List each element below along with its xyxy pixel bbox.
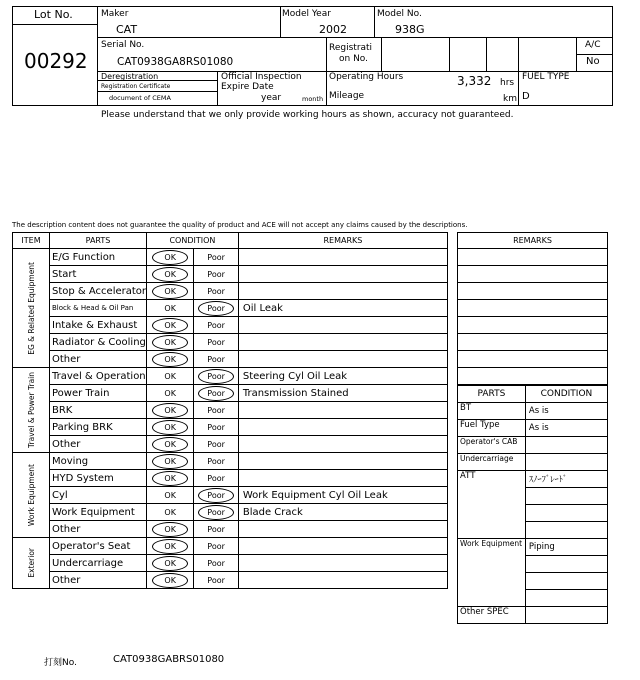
- model-year-value: 2002: [319, 23, 347, 36]
- ok-cell: [147, 555, 194, 572]
- table-row: [13, 453, 448, 470]
- maker-label: Maker: [101, 9, 129, 19]
- registration-label-2: on No.: [339, 54, 369, 64]
- ok-selected-mark: OK: [152, 267, 188, 282]
- poor-cell: [194, 283, 239, 300]
- poor-cell: [194, 249, 239, 266]
- part-name: Other: [50, 521, 147, 538]
- table-row: [13, 504, 448, 521]
- ok-cell: [147, 521, 194, 538]
- table-row: [13, 419, 448, 436]
- remark-cell: [238, 283, 447, 300]
- ok-cell: [147, 470, 194, 487]
- remarks-line: [458, 266, 608, 283]
- table-row: [13, 317, 448, 334]
- parts-row: [458, 420, 608, 437]
- parts-condition: ｽﾉｰﾌﾞﾚｰﾄﾞ: [525, 471, 607, 488]
- table-row: [13, 249, 448, 266]
- table-row: [13, 487, 448, 504]
- poor-option: Poor: [207, 575, 225, 585]
- table-row: [13, 436, 448, 453]
- model-no-label: Model No.: [377, 9, 422, 19]
- parts-name: Operator's CAB: [458, 437, 526, 454]
- ok-selected-mark: OK: [152, 556, 188, 571]
- part-name: Undercarriage: [50, 555, 147, 572]
- remark-cell: [238, 521, 447, 538]
- parts-row: [458, 454, 608, 471]
- poor-cell: [194, 351, 239, 368]
- ok-option: OK: [164, 507, 176, 517]
- remark-cell: [238, 453, 447, 470]
- inspection-label-2: Expire Date: [221, 82, 274, 92]
- poor-option: Poor: [207, 252, 225, 262]
- poor-cell: [194, 555, 239, 572]
- table-row: [13, 470, 448, 487]
- parts-row: [458, 539, 608, 556]
- parts-name: ATT: [458, 471, 526, 539]
- poor-option: Poor: [207, 558, 225, 568]
- ok-cell: [147, 334, 194, 351]
- poor-option: Poor: [207, 337, 225, 347]
- parts-condition: [525, 505, 607, 522]
- part-name: BRK: [50, 402, 147, 419]
- part-name: Intake & Exhaust: [50, 317, 147, 334]
- ok-selected-mark: OK: [152, 437, 188, 452]
- poor-cell: [194, 538, 239, 555]
- item-group-cell: [13, 249, 50, 368]
- ok-option: OK: [164, 490, 176, 500]
- col-remarks: REMARKS: [238, 233, 447, 249]
- item-group-cell: [13, 453, 50, 538]
- part-name: HYD System: [50, 470, 147, 487]
- item-group-cell: [13, 538, 50, 589]
- poor-option: Poor: [207, 405, 225, 415]
- model-year-label: Model Year: [282, 9, 331, 19]
- ok-option: OK: [164, 371, 176, 381]
- ok-selected-mark: OK: [152, 250, 188, 265]
- part-name: Cyl: [50, 487, 147, 504]
- remark-cell: [238, 317, 447, 334]
- ok-cell: [147, 419, 194, 436]
- lot-label: Lot No.: [34, 8, 73, 21]
- poor-cell: [194, 436, 239, 453]
- ok-cell: [147, 538, 194, 555]
- poor-cell: [194, 504, 239, 521]
- parts-name: Other SPEC: [458, 607, 526, 624]
- km-unit: km: [503, 94, 517, 104]
- ok-selected-mark: OK: [152, 471, 188, 486]
- parts-row: [458, 607, 608, 624]
- lot-box: [13, 7, 98, 105]
- remark-cell: Work Equipment Cyl Oil Leak: [238, 487, 447, 504]
- parts-row: [458, 403, 608, 420]
- ok-cell: [147, 572, 194, 589]
- remark-cell: [238, 555, 447, 572]
- mileage-label: Mileage: [329, 91, 365, 101]
- parts-name: BT: [458, 403, 526, 420]
- ok-selected-mark: OK: [152, 335, 188, 350]
- parts-condition: [525, 573, 607, 590]
- remark-cell: [238, 419, 447, 436]
- parts-condition: As is: [525, 420, 607, 437]
- remark-cell: Blade Crack: [238, 504, 447, 521]
- remark-cell: Transmission Stained: [238, 385, 447, 402]
- registration-certificate-label: Registration Certificate: [101, 83, 171, 90]
- part-name: Other: [50, 351, 147, 368]
- parts-row: [458, 471, 608, 488]
- ok-cell: [147, 453, 194, 470]
- poor-cell: [194, 470, 239, 487]
- model-no-value: 938G: [395, 23, 425, 36]
- poor-option: Poor: [207, 422, 225, 432]
- parts-col-parts: PARTS: [458, 386, 526, 403]
- ok-cell: [147, 351, 194, 368]
- parts-row: [458, 437, 608, 454]
- ok-selected-mark: OK: [152, 352, 188, 367]
- table-row: [13, 300, 448, 317]
- hrs-unit: hrs: [500, 78, 515, 88]
- poor-cell: [194, 419, 239, 436]
- parts-condition: [525, 607, 607, 624]
- remark-cell: [238, 334, 447, 351]
- remarks-line: [458, 317, 608, 334]
- poor-selected-mark: Poor: [198, 301, 234, 316]
- registration-label-1: Registrati: [329, 43, 373, 53]
- col-parts: PARTS: [50, 233, 147, 249]
- ok-selected-mark: OK: [152, 284, 188, 299]
- ok-selected-mark: OK: [152, 522, 188, 537]
- remarks-line: [458, 368, 608, 385]
- part-name: Other: [50, 572, 147, 589]
- table-row: [13, 555, 448, 572]
- ok-cell: [147, 300, 194, 317]
- part-name: Block & Head & Oil Pan: [50, 300, 147, 317]
- remarks-line: [458, 249, 608, 266]
- parts-condition: Piping: [525, 539, 607, 556]
- part-name: Power Train: [50, 385, 147, 402]
- ok-cell: [147, 368, 194, 385]
- poor-option: Poor: [207, 354, 225, 364]
- poor-cell: [194, 521, 239, 538]
- part-name: Operator's Seat: [50, 538, 147, 555]
- poor-selected-mark: Poor: [198, 488, 234, 503]
- parts-name: Fuel Type: [458, 420, 526, 437]
- operating-hours-value: 3,332: [457, 74, 492, 88]
- table-row: [13, 521, 448, 538]
- ok-cell: [147, 385, 194, 402]
- poor-cell: [194, 487, 239, 504]
- ok-cell: [147, 249, 194, 266]
- table-row: [13, 334, 448, 351]
- disclaimer: The description content does not guarantee the quality of product and ACE will not accept any claims caused by the descriptions.: [12, 221, 468, 229]
- poor-option: Poor: [207, 320, 225, 330]
- table-row: [13, 402, 448, 419]
- month-label: month: [302, 95, 324, 103]
- stamp-label: 打刻No.: [44, 658, 77, 668]
- remark-cell: [238, 249, 447, 266]
- poor-selected-mark: Poor: [198, 505, 234, 520]
- parts-name: Work Equipment: [458, 539, 526, 607]
- ac-label: A/C: [585, 40, 601, 50]
- poor-option: Poor: [207, 456, 225, 466]
- parts-col-condition: CONDITION: [525, 386, 607, 403]
- remark-cell: [238, 538, 447, 555]
- table-row: [13, 572, 448, 589]
- item-group-label: Exterior: [26, 548, 36, 578]
- cema-label: document of CEMA: [109, 94, 171, 102]
- ac-value: No: [586, 56, 600, 67]
- ok-selected-mark: OK: [152, 454, 188, 469]
- ok-selected-mark: OK: [152, 403, 188, 418]
- item-group-cell: [13, 368, 50, 453]
- remarks-line: [458, 351, 608, 368]
- parts-condition: [525, 522, 607, 539]
- table-row: [13, 385, 448, 402]
- parts-condition-table: [457, 385, 608, 624]
- remark-cell: [238, 436, 447, 453]
- ok-cell: [147, 504, 194, 521]
- operating-hours-label: Operating Hours: [329, 72, 404, 82]
- serial-label: Serial No.: [101, 40, 145, 50]
- table-row: [13, 351, 448, 368]
- vehicle-info-header: [12, 6, 613, 106]
- remark-cell: Steering Cyl Oil Leak: [238, 368, 447, 385]
- lot-number: 00292: [24, 49, 88, 73]
- fuel-type-value: D: [522, 91, 530, 102]
- poor-option: Poor: [207, 269, 225, 279]
- poor-option: Poor: [207, 541, 225, 551]
- poor-selected-mark: Poor: [198, 386, 234, 401]
- remarks-line: [458, 334, 608, 351]
- ok-cell: [147, 317, 194, 334]
- remark-cell: Oil Leak: [238, 300, 447, 317]
- parts-condition: [525, 556, 607, 573]
- serial-value: CAT0938GA8RS01080: [117, 56, 234, 68]
- poor-cell: [194, 453, 239, 470]
- remark-cell: [238, 266, 447, 283]
- table-row: [13, 368, 448, 385]
- hours-note: Please understand that we only provide working hours as shown, accuracy not guaranteed.: [101, 110, 514, 120]
- col-item: ITEM: [13, 233, 50, 249]
- remark-cell: [238, 351, 447, 368]
- part-name: Radiator & Cooling: [50, 334, 147, 351]
- poor-cell: [194, 334, 239, 351]
- part-name: Stop & Accelerator: [50, 283, 147, 300]
- poor-cell: [194, 385, 239, 402]
- item-group-label: Travel & Power Train: [26, 372, 36, 448]
- part-name: Travel & Operation: [50, 368, 147, 385]
- condition-table: [12, 232, 448, 589]
- poor-selected-mark: Poor: [198, 369, 234, 384]
- ok-cell: [147, 436, 194, 453]
- poor-cell: [194, 402, 239, 419]
- poor-cell: [194, 572, 239, 589]
- remark-cell: [238, 572, 447, 589]
- deregistration-label: Deregistration: [101, 72, 159, 81]
- part-name: Other: [50, 436, 147, 453]
- parts-condition: [525, 437, 607, 454]
- ok-selected-mark: OK: [152, 539, 188, 554]
- ok-selected-mark: OK: [152, 573, 188, 588]
- poor-cell: [194, 368, 239, 385]
- parts-condition: [525, 590, 607, 607]
- remark-cell: [238, 470, 447, 487]
- table-row: [13, 266, 448, 283]
- part-name: Start: [50, 266, 147, 283]
- poor-option: Poor: [207, 524, 225, 534]
- poor-option: Poor: [207, 286, 225, 296]
- part-name: Parking BRK: [50, 419, 147, 436]
- fuel-type-label: FUEL TYPE: [522, 72, 570, 82]
- poor-cell: [194, 266, 239, 283]
- poor-option: Poor: [207, 473, 225, 483]
- table-row: [13, 538, 448, 555]
- ok-cell: [147, 283, 194, 300]
- remark-cell: [238, 402, 447, 419]
- ok-cell: [147, 266, 194, 283]
- part-name: Moving: [50, 453, 147, 470]
- year-label: year: [261, 93, 282, 103]
- table-row: [13, 283, 448, 300]
- ok-option: OK: [164, 388, 176, 398]
- poor-cell: [194, 300, 239, 317]
- parts-name: Undercarriage: [458, 454, 526, 471]
- ok-option: OK: [164, 303, 176, 313]
- ok-selected-mark: OK: [152, 318, 188, 333]
- part-name: Work Equipment: [50, 504, 147, 521]
- poor-cell: [194, 317, 239, 334]
- ok-cell: [147, 402, 194, 419]
- poor-option: Poor: [207, 439, 225, 449]
- inspection-label-1: Official Inspection: [221, 72, 302, 82]
- ok-cell: [147, 487, 194, 504]
- parts-condition: [525, 488, 607, 505]
- col-condition: CONDITION: [147, 233, 239, 249]
- item-group-label: Work Equipment: [26, 463, 36, 527]
- parts-condition: As is: [525, 403, 607, 420]
- maker-value: CAT: [116, 23, 138, 36]
- part-name: E/G Function: [50, 249, 147, 266]
- remarks-line: [458, 300, 608, 317]
- remarks-box: [457, 232, 608, 385]
- parts-condition: [525, 454, 607, 471]
- remarks-line: [458, 283, 608, 300]
- item-group-label: EG & Related Equipment: [26, 261, 36, 355]
- stamp-value: CAT0938GABRS01080: [113, 654, 225, 665]
- ok-selected-mark: OK: [152, 420, 188, 435]
- remarks-box-title: REMARKS: [458, 233, 608, 249]
